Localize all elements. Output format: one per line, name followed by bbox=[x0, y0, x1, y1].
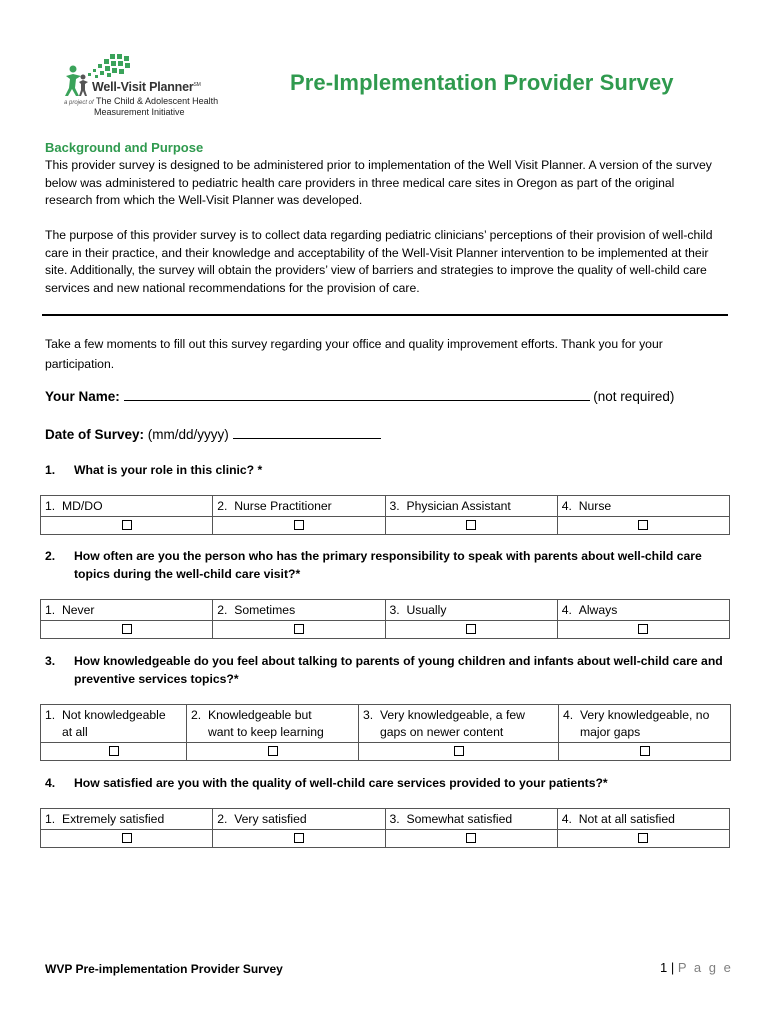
date-label: Date of Survey: bbox=[45, 427, 145, 442]
question-text: What is your role in this clinic? * bbox=[74, 463, 263, 477]
checkbox[interactable] bbox=[454, 746, 464, 756]
question-text: How often are you the person who has the primary responsibility to speak with parents about well-child care topics during the well-child care visit?* bbox=[74, 549, 702, 581]
checkbox[interactable] bbox=[268, 746, 278, 756]
checkbox[interactable] bbox=[638, 520, 648, 530]
logo-org-line1: a project of The Child & Adolescent Health bbox=[64, 96, 219, 106]
option-2: 2. Nurse Practitioner bbox=[213, 496, 385, 517]
checkbox-cell bbox=[41, 830, 213, 848]
option-1: 1. Not knowledgeable at all bbox=[41, 705, 187, 743]
question-number: 3. bbox=[45, 654, 56, 668]
date-input-line[interactable] bbox=[233, 426, 381, 439]
checkbox[interactable] bbox=[122, 520, 132, 530]
question-4-options bbox=[40, 808, 730, 848]
checkbox-cell bbox=[187, 743, 359, 761]
checkbox-cell bbox=[213, 621, 385, 639]
checkbox[interactable] bbox=[122, 833, 132, 843]
background-paragraph-2: The purpose of this provider survey is to collect data regarding pediatric clinicians’ perceptions of their provision of well-child care in their practice, and their knowledge and acceptability of the Well-Visit Planner intervention to be implemented at their site. Additionally, the survey will obtain the providers’ view of barriers and strategies to improve the quality of well-child care services and new national recommendations for the provision of care. bbox=[45, 228, 713, 295]
checkbox-cell bbox=[41, 517, 213, 535]
checkbox[interactable] bbox=[466, 833, 476, 843]
name-input-line[interactable] bbox=[124, 388, 590, 401]
option-2: 2. Sometimes bbox=[213, 600, 385, 621]
checkbox[interactable] bbox=[294, 520, 304, 530]
background-paragraph-1: This provider survey is designed to be administered prior to implementation of the Well Visit Planner. A version of the survey below was administered to pediatric health care providers in three medical care sites in Oregon as part of the original research from which the Well-Visit Planner was developed. bbox=[45, 158, 712, 207]
page-title: Pre-Implementation Provider Survey bbox=[290, 70, 674, 95]
option-4: 4. Very knowledgeable, no major gaps bbox=[559, 705, 731, 743]
option-3: 3. Somewhat satisfied bbox=[385, 809, 557, 830]
question-1-options bbox=[40, 495, 730, 535]
checkbox-cell bbox=[557, 830, 729, 848]
logo-figure-icon bbox=[60, 52, 140, 102]
checkbox-cell bbox=[213, 830, 385, 848]
option-3: 3. Physician Assistant bbox=[385, 496, 557, 517]
option-3: 3. Very knowledgeable, a few gaps on newer content bbox=[359, 705, 559, 743]
checkbox[interactable] bbox=[109, 746, 119, 756]
checkbox[interactable] bbox=[294, 833, 304, 843]
checkbox[interactable] bbox=[294, 624, 304, 634]
option-3: 3. Usually bbox=[385, 600, 557, 621]
checkbox-cell bbox=[559, 743, 731, 761]
checkbox-cell bbox=[385, 621, 557, 639]
checkbox-cell bbox=[41, 621, 213, 639]
checkbox-cell bbox=[557, 621, 729, 639]
date-format: (mm/dd/yyyy) bbox=[147, 427, 229, 442]
checkbox[interactable] bbox=[640, 746, 650, 756]
checkbox-cell bbox=[213, 517, 385, 535]
checkbox[interactable] bbox=[466, 520, 476, 530]
option-1: 1. MD/DO bbox=[41, 496, 213, 517]
date-field[interactable] bbox=[45, 426, 381, 442]
name-label: Your Name: bbox=[45, 389, 120, 404]
page-number: 1 | P a g e bbox=[660, 960, 733, 975]
checkbox-cell bbox=[557, 517, 729, 535]
well-visit-planner-logo bbox=[60, 52, 220, 122]
option-2: 2. Knowledgeable but want to keep learning bbox=[187, 705, 359, 743]
logo-org-line2: Measurement Initiative bbox=[94, 107, 185, 117]
question-2-options bbox=[40, 599, 730, 639]
option-4: 4. Not at all satisfied bbox=[557, 809, 729, 830]
checkbox[interactable] bbox=[638, 833, 648, 843]
checkbox-cell bbox=[385, 517, 557, 535]
background-heading: Background and Purpose bbox=[45, 140, 204, 155]
option-1: 1. Never bbox=[41, 600, 213, 621]
question-text: How knowledgeable do you feel about talking to parents of young children and infants about well-child care and preventive services topics?* bbox=[74, 654, 723, 686]
checkbox[interactable] bbox=[122, 624, 132, 634]
option-4: 4. Always bbox=[557, 600, 729, 621]
checkbox[interactable] bbox=[466, 624, 476, 634]
question-number: 4. bbox=[45, 776, 56, 790]
question-number: 1. bbox=[45, 463, 56, 477]
checkbox-cell bbox=[41, 743, 187, 761]
question-text: How satisfied are you with the quality of well-child care services provided to your patients?* bbox=[74, 776, 608, 790]
section-divider bbox=[42, 314, 728, 316]
checkbox-cell bbox=[385, 830, 557, 848]
name-field[interactable] bbox=[45, 388, 674, 404]
logo-title: Well-Visit Planner℠ bbox=[92, 80, 201, 94]
question-3-options bbox=[40, 704, 731, 761]
name-note: (not required) bbox=[593, 389, 675, 404]
option-2: 2. Very satisfied bbox=[213, 809, 385, 830]
intro-text: Take a few moments to fill out this survey regarding your office and quality improvement efforts. Thank you for your participation. bbox=[45, 337, 663, 371]
footer-title: WVP Pre-implementation Provider Survey bbox=[45, 962, 283, 976]
option-4: 4. Nurse bbox=[557, 496, 729, 517]
question-number: 2. bbox=[45, 549, 56, 563]
checkbox[interactable] bbox=[638, 624, 648, 634]
option-1: 1. Extremely satisfied bbox=[41, 809, 213, 830]
checkbox-cell bbox=[359, 743, 559, 761]
